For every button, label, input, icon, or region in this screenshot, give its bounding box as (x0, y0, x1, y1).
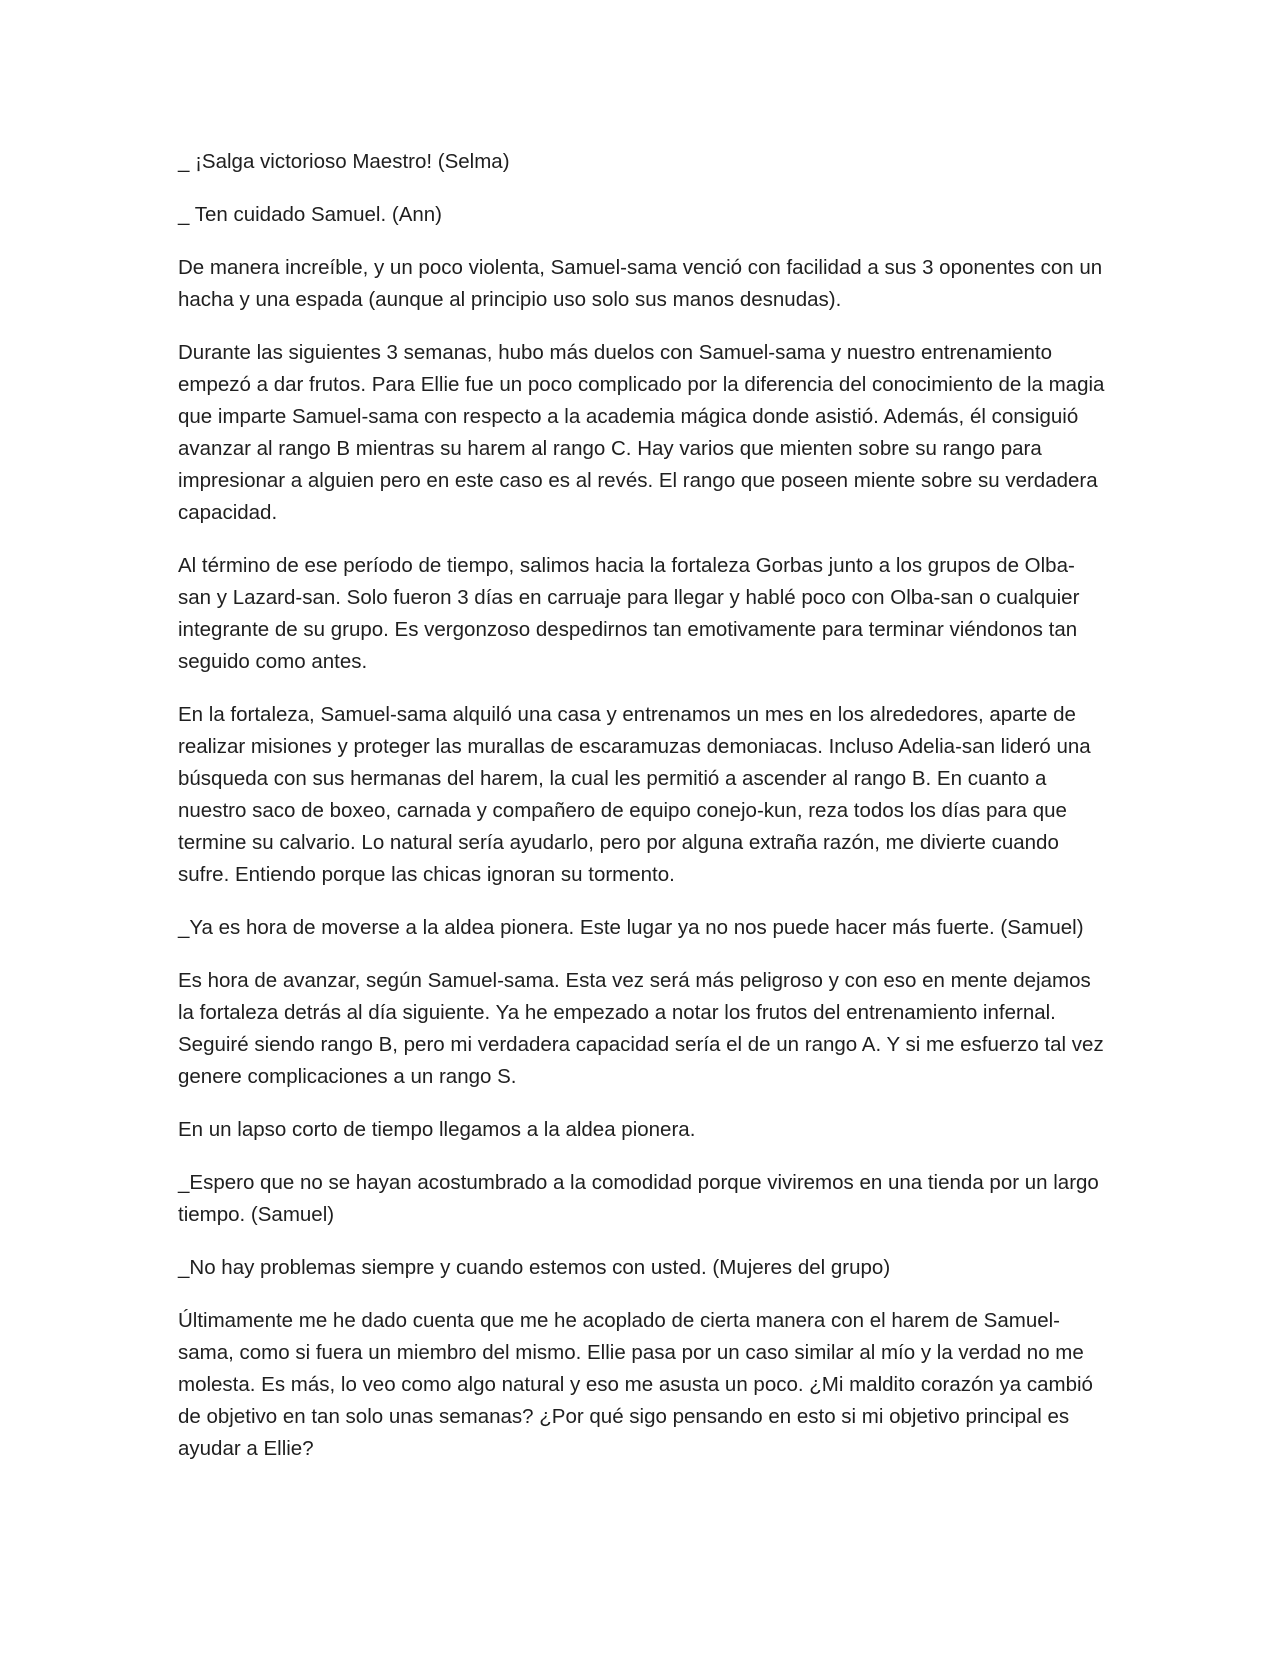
paragraph-arrival: En un lapso corto de tiempo llegamos a la aldea pionera. (178, 1118, 696, 1141)
paragraph-reflection: Últimamente me he dado cuenta que me he acoplado de cierta manera con el harem de Samuel-sama, como si fuera un miembro del mismo. Ellie pasa por un caso similar al mío y la verdad no me molesta. Es más, lo veo como algo natural y eso me asusta un poco. ¿Mi maldito corazón ya cambió de objetivo en tan solo unas semanas? ¿Por qué sigo pensando en esto si mi objetivo principal es ayudar a Ellie? (178, 1309, 1093, 1460)
paragraph-journey-fortress: Al término de ese período de tiempo, salimos hacia la fortaleza Gorbas junto a los grupos de Olba-san y Lazard-san. Solo fueron 3 días en carruaje para llegar y hablé poco con Olba-san o cualquier integrante de su grupo. Es vergonzoso despedirnos tan emotivamente para terminar viéndonos tan seguido como antes. (178, 554, 1080, 673)
paragraph-fortress-training: En la fortaleza, Samuel-sama alquiló una casa y entrenamos un mes en los alrededores, aparte de realizar misiones y proteger las murallas de escaramuzas demoniacas. Incluso Adelia-san lideró una búsqueda con sus hermanas del harem, la cual les permitió a ascender al rango B. En cuanto a nuestro saco de boxeo, carnada y compañero de equipo conejo-kun, reza todos los días para que termine su calvario. Lo natural sería ayudarlo, pero por alguna extraña razón, me divierte cuando sufre. Entiendo porque las chicas ignoran su tormento. (178, 703, 1091, 886)
dialogue-line-samuel-tent: _Espero que no se hayan acostumbrado a la comodidad porque viviremos en una tienda por un largo tiempo. (Samuel) (178, 1171, 1099, 1226)
paragraph-advance: Es hora de avanzar, según Samuel-sama. Esta vez será más peligroso y con eso en mente dejamos la fortaleza detrás al día siguiente. Ya he empezado a notar los frutos del entrenamiento infernal. Seguiré siendo rango B, pero mi verdadera capacidad sería el de un rango A. Y si me esfuerzo tal vez genere complicaciones a un rango S. (178, 969, 1104, 1088)
document-body (178, 146, 1106, 1486)
dialogue-line-ann: _ Ten cuidado Samuel. (Ann) (178, 203, 443, 226)
paragraph-training-weeks: Durante las siguientes 3 semanas, hubo más duelos con Samuel-sama y nuestro entrenamiento empezó a dar frutos. Para Ellie fue un poco complicado por la diferencia del conocimiento de la magia que imparte Samuel-sama con respecto a la academia mágica donde asistió. Además, él consiguió avanzar al rango B mientras su harem al rango C. Hay varios que mienten sobre su rango para impresionar a alguien pero en este caso es al revés. El rango que poseen miente sobre su verdadera capacidad. (178, 341, 1105, 524)
dialogue-line-selma: _ ¡Salga victorioso Maestro! (Selma) (178, 150, 510, 173)
dialogue-line-women: _No hay problemas siempre y cuando estemos con usted. (Mujeres del grupo) (178, 1256, 891, 1279)
dialogue-line-samuel-move: _Ya es hora de moverse a la aldea pionera. Este lugar ya no nos puede hacer más fuerte. (Samuel) (178, 916, 1084, 939)
paragraph-duel-victory: De manera increíble, y un poco violenta, Samuel-sama venció con facilidad a sus 3 oponentes con un hacha y una espada (aunque al principio uso solo sus manos desnudas). (178, 256, 1103, 311)
